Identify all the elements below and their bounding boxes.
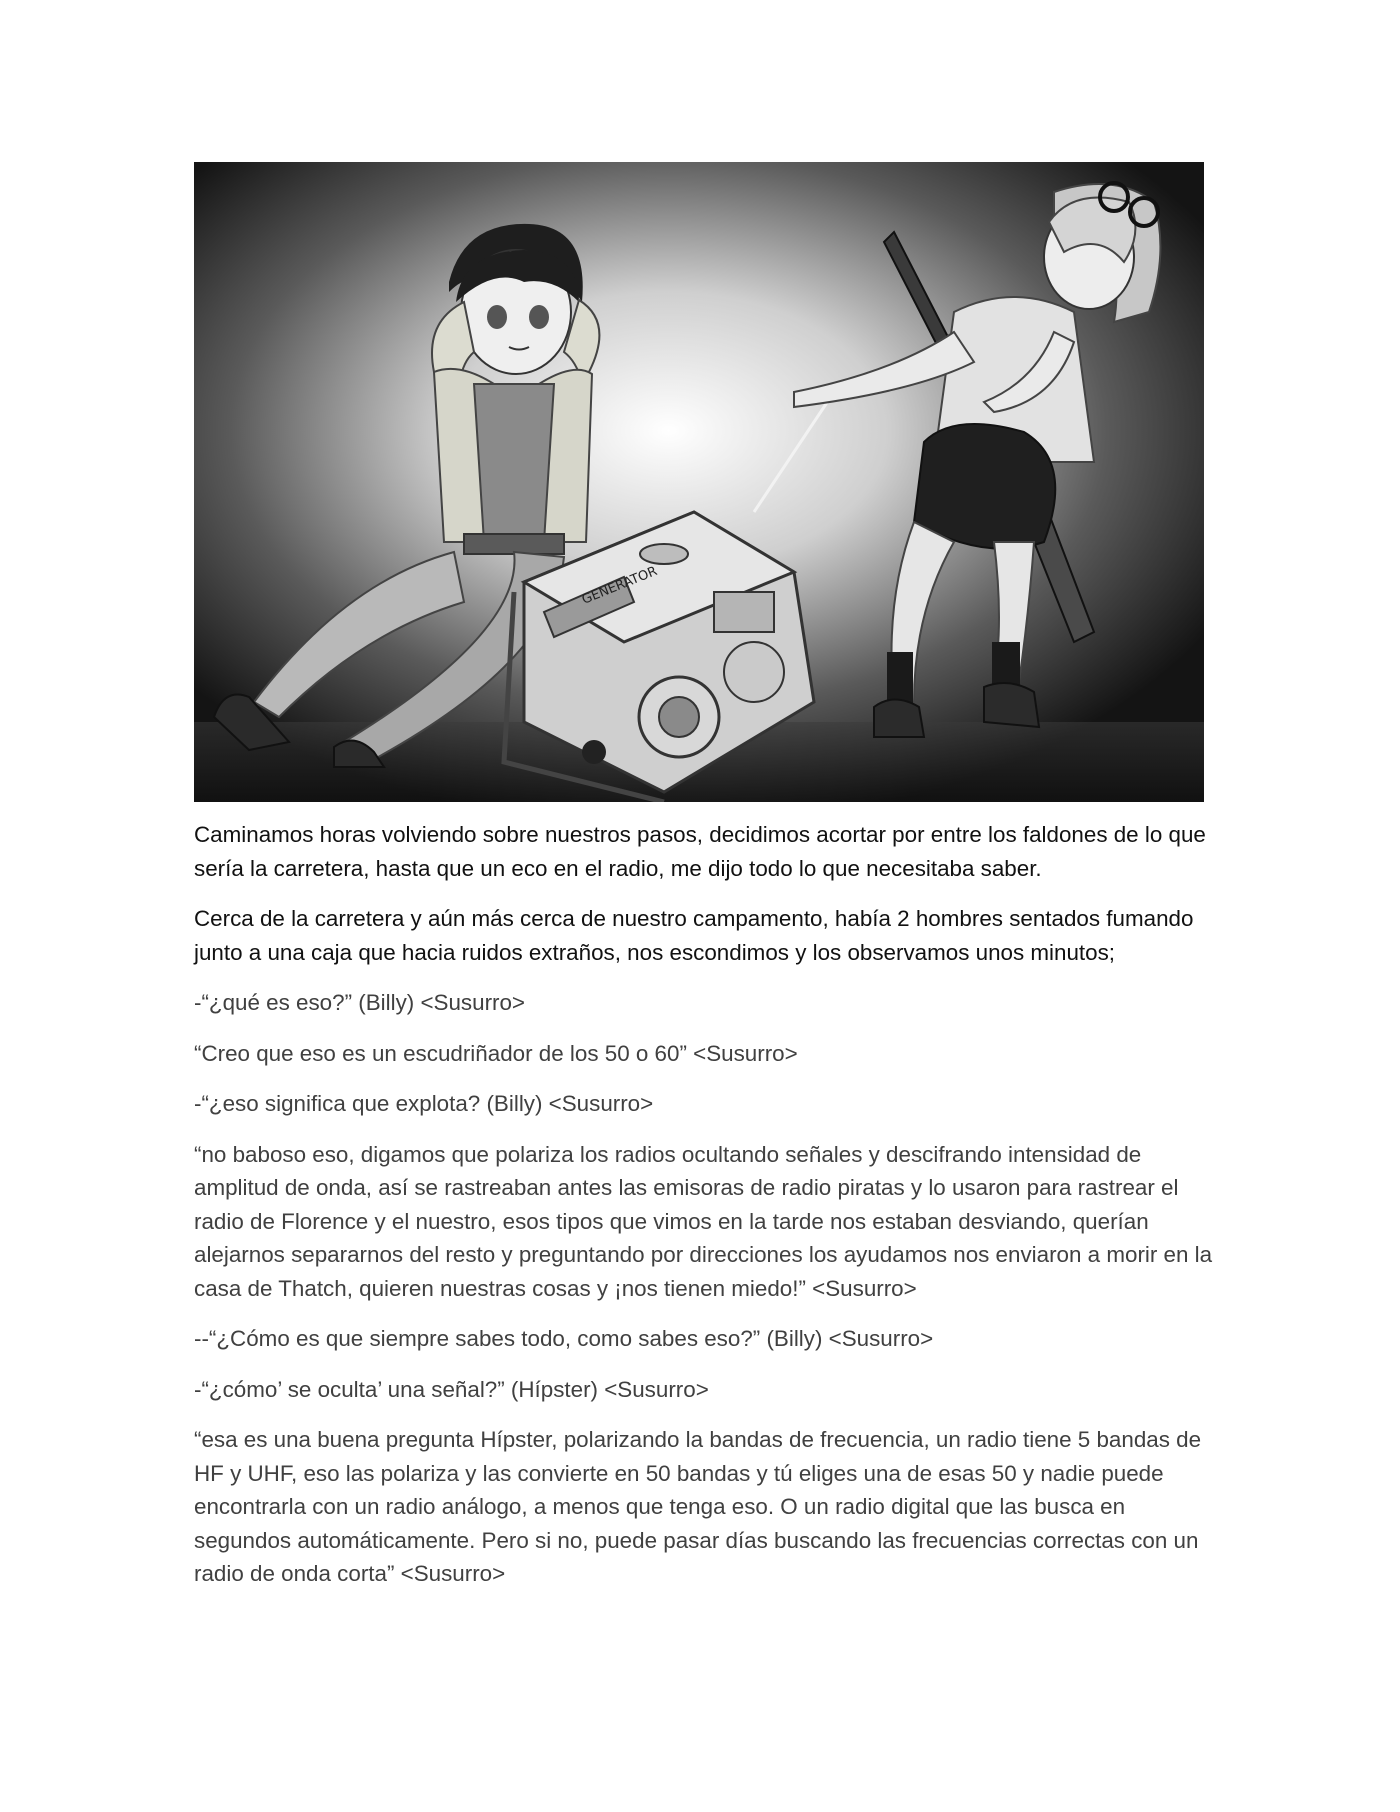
paragraph-narration-2: Cerca de la carretera y aún más cerca de nuestro campamento, había 2 hombres sentados fumando junto a una caja que hacia ruidos extraños, nos escondimos y los observamos unos minutos; (194, 906, 1194, 965)
dialogue-line-5: --“¿Cómo es que siempre sabes todo, como sabes eso?” (Billy) <Susurro> (194, 1326, 934, 1351)
story-text (194, 818, 1214, 1591)
manga-illustration (194, 162, 1204, 802)
dialogue-line-1: -“¿qué es eso?” (Billy) <Susurro> (194, 990, 526, 1015)
dialogue-line-2: “Creo que eso es un escudriñador de los 50 o 60” <Susurro> (194, 1040, 798, 1066)
dialogue-line-4: “no baboso eso, digamos que polariza los radios ocultando señales y descifrando intensidad de amplitud de onda, así se rastreaban antes las emisoras de radio piratas y lo usaron para rastrear el radio de Florence y el nuestro, esos tipos que vimos en la tarde nos estaban desviando, querían alejarnos separarnos del resto y preguntando por direcciones los ayudamos nos enviaron a morir en la casa de Thatch, quieren nuestras cosas y ¡nos tienen miedo!” <Susurro> (194, 1141, 1213, 1301)
generator-label: GENERATOR (579, 563, 660, 608)
illustration-svg (194, 162, 1204, 802)
dialogue-line-6: -“¿cómo’ se oculta’ una señal?” (Hípster) <Susurro> (194, 1376, 709, 1402)
dialogue-line-3: -“¿eso significa que explota? (Billy) <Susurro> (194, 1091, 654, 1116)
paragraph-narration-1: Caminamos horas volviendo sobre nuestros pasos, decidimos acortar por entre los faldones de lo que sería la carretera, hasta que un eco en el radio, me dijo todo lo que necesitaba saber. (194, 822, 1206, 881)
dialogue-line-7: “esa es una buena pregunta Hípster, polarizando la bandas de frecuencia, un radio tiene 5 bandas de HF y UHF, eso las polariza y las convierte en 50 bandas y tú eliges una de esas 50 y nadie puede encontrarla con un radio análogo, a menos que tenga eso. O un radio digital que las busca en segundos automáticamente. Pero si no, puede pasar días buscando las frecuencias correctas con un radio de onda corta” <Susurro> (194, 1427, 1202, 1586)
